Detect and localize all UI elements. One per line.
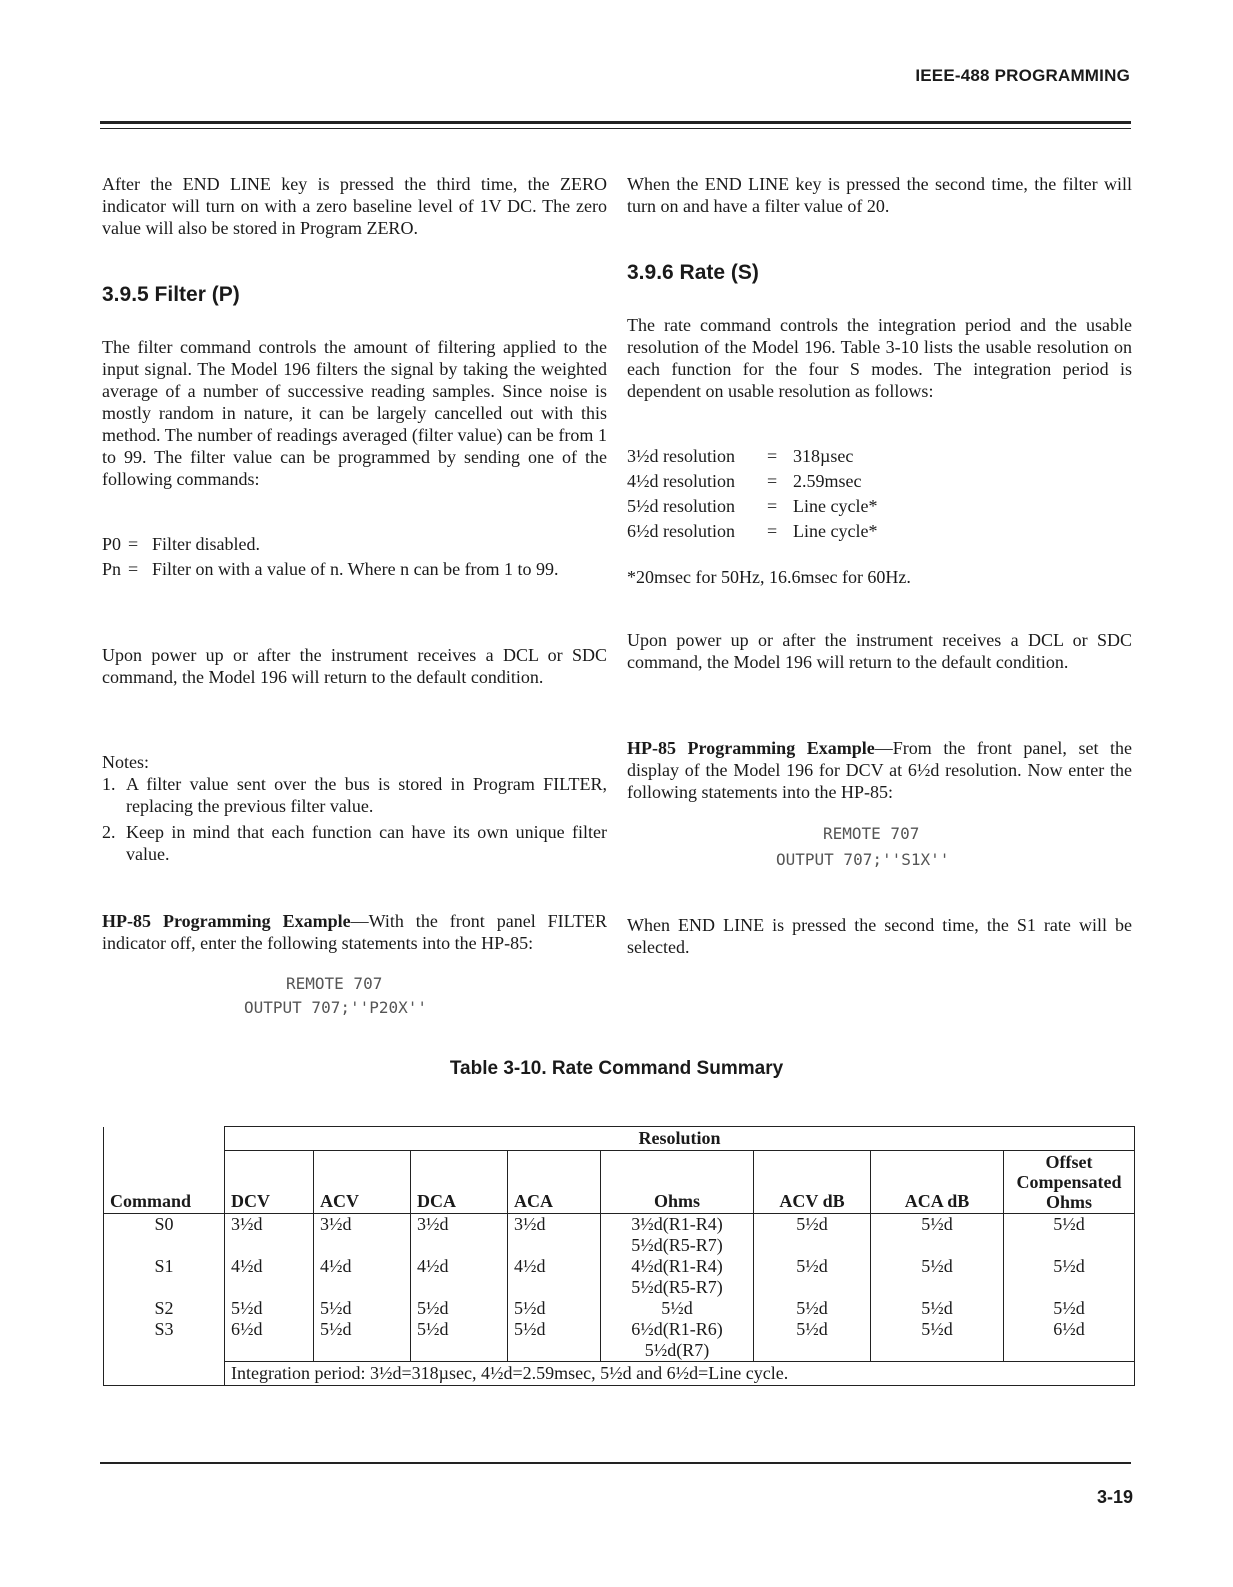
table-cell: 4½d bbox=[411, 1256, 508, 1277]
table-cell: 5½d(R5-R7) bbox=[601, 1277, 754, 1298]
cmd-equals: = bbox=[128, 534, 139, 554]
cmd-code: P0 bbox=[102, 534, 122, 554]
table-cell bbox=[1004, 1277, 1135, 1298]
table-cell bbox=[871, 1235, 1004, 1256]
table-cell: 5½d bbox=[754, 1214, 871, 1236]
table-cell: 4½d bbox=[225, 1256, 314, 1277]
example-text: —With the front panel FILTER indicator off, enter the following statements into the HP-85: bbox=[102, 911, 608, 953]
resolution-row: 5½d resolution = Line cycle* bbox=[627, 496, 878, 516]
table-cell: 3½d(R1-R4) bbox=[601, 1214, 754, 1236]
table-caption: Table 3-10. Rate Command Summary bbox=[449, 1058, 784, 1079]
table-cell bbox=[411, 1277, 508, 1298]
cmd-code: Pn bbox=[102, 559, 122, 579]
table-row bbox=[104, 1277, 1135, 1298]
table-cell bbox=[871, 1277, 1004, 1298]
example-text: —From the front panel, set the display of the Model 196 for DCV at 6½d resolution. Now enter the following statements into the HP-85: bbox=[627, 738, 1133, 802]
note-text: A filter value sent over the bus is stored in Program FILTER, replacing the previous filter value. bbox=[126, 774, 607, 816]
table-body bbox=[104, 1214, 1135, 1362]
rate-powerup-paragraph: Upon power up or after the instrument receives a DCL or SDC command, the Model 196 will return to the default condition. bbox=[627, 630, 1132, 672]
table-footer-spacer bbox=[104, 1362, 225, 1386]
resolution-group-header: Resolution bbox=[225, 1127, 1135, 1151]
resolution-row: 3½d resolution = 318µsec bbox=[627, 446, 854, 466]
table-cell bbox=[314, 1340, 411, 1362]
notes-title: Notes: bbox=[102, 752, 149, 772]
table-cell: 5½d bbox=[754, 1256, 871, 1277]
note-number: 1. bbox=[102, 774, 116, 794]
table-row bbox=[104, 1319, 1135, 1340]
cmd-description: Filter on with a value of n. Where n can be from 1 to 99. bbox=[152, 559, 559, 579]
table-cell: 5½d bbox=[508, 1319, 601, 1340]
table-cell: 6½d(R1-R6) bbox=[601, 1319, 754, 1340]
table-cell: S1 bbox=[104, 1256, 225, 1277]
column-header: ACV bbox=[314, 1151, 411, 1214]
resolution-row: 4½d resolution = 2.59msec bbox=[627, 471, 862, 491]
table-cell: 3½d bbox=[314, 1214, 411, 1236]
note-item bbox=[102, 773, 607, 817]
table-cell bbox=[225, 1235, 314, 1256]
filter-example-paragraph bbox=[102, 910, 607, 954]
column-header: DCV bbox=[225, 1151, 314, 1214]
left-intro-paragraph: After the END LINE key is pressed the third time, the ZERO indicator will turn on with a zero baseline level of 1V DC. The zero value will also be stored in Program ZERO. bbox=[102, 174, 607, 238]
table-cell bbox=[411, 1235, 508, 1256]
column-header-row bbox=[104, 1151, 1135, 1214]
table-cell: 5½d bbox=[871, 1214, 1004, 1236]
rate-after-paragraph: When END LINE is pressed the second time, the S1 rate will be selected. bbox=[627, 915, 1132, 957]
table-cell: 6½d bbox=[225, 1319, 314, 1340]
table-cell: 4½d bbox=[314, 1256, 411, 1277]
note-number: 2. bbox=[102, 822, 116, 842]
table-cell: 5½d(R5-R7) bbox=[601, 1235, 754, 1256]
filter-powerup-paragraph: Upon power up or after the instrument receives a DCL or SDC command, the Model 196 will return to the default condition. bbox=[102, 645, 607, 687]
filter-section-heading: 3.9.5 Filter (P) bbox=[102, 283, 240, 306]
table-cell: 5½d bbox=[314, 1319, 411, 1340]
column-header: ACA dB bbox=[871, 1151, 1004, 1214]
table-cell bbox=[754, 1340, 871, 1362]
resolution-row: 6½d resolution = Line cycle* bbox=[627, 521, 878, 541]
table-cell: 4½d bbox=[508, 1256, 601, 1277]
table-cell bbox=[104, 1277, 225, 1298]
table-cell bbox=[104, 1235, 225, 1256]
table-cell: 5½d bbox=[1004, 1256, 1135, 1277]
rate-section-heading: 3.9.6 Rate (S) bbox=[627, 261, 759, 284]
table-row bbox=[104, 1256, 1135, 1277]
table-cell: 5½d bbox=[871, 1298, 1004, 1319]
integration-period-footer: Integration period: 3½d=318µsec, 4½d=2.59msec, 5½d and 6½d=Line cycle. bbox=[225, 1362, 1135, 1386]
table-cell: 3½d bbox=[411, 1214, 508, 1236]
table-cell bbox=[411, 1340, 508, 1362]
page-header-title: IEEE-488 PROGRAMMING bbox=[915, 66, 1130, 85]
example-lead: HP-85 Programming Example bbox=[627, 738, 875, 758]
table-cell bbox=[314, 1277, 411, 1298]
table-cell bbox=[754, 1235, 871, 1256]
table-cell bbox=[508, 1235, 601, 1256]
filter-code-line-2: OUTPUT 707;''P20X'' bbox=[244, 998, 428, 1017]
table-cell: 3½d bbox=[508, 1214, 601, 1236]
table-cell bbox=[104, 1340, 225, 1362]
table-cell bbox=[871, 1340, 1004, 1362]
table-cell: S0 bbox=[104, 1214, 225, 1236]
rate-code-line-1: REMOTE 707 bbox=[823, 824, 920, 843]
table-cell bbox=[508, 1340, 601, 1362]
note-text: Keep in mind that each function can have its own unique filter value. bbox=[126, 822, 607, 864]
table-cell: 5½d bbox=[601, 1298, 754, 1319]
table-cell: 5½d bbox=[1004, 1298, 1135, 1319]
table-cell: 5½d(R7) bbox=[601, 1340, 754, 1362]
table-cell: 5½d bbox=[754, 1298, 871, 1319]
table-cell: 5½d bbox=[1004, 1214, 1135, 1236]
header-rule-thin bbox=[100, 128, 1131, 129]
table-cell: 5½d bbox=[411, 1298, 508, 1319]
header-rule-thick bbox=[100, 121, 1131, 124]
table-cell: 5½d bbox=[314, 1298, 411, 1319]
table-cell bbox=[508, 1277, 601, 1298]
table-cell: 5½d bbox=[871, 1319, 1004, 1340]
table-cell: 5½d bbox=[411, 1319, 508, 1340]
column-header: ACA bbox=[508, 1151, 601, 1214]
right-intro-paragraph: When the END LINE key is pressed the second time, the filter will turn on and have a filter value of 20. bbox=[627, 174, 1132, 216]
table-cell: 5½d bbox=[508, 1298, 601, 1319]
cmd-description: Filter disabled. bbox=[152, 534, 260, 554]
rate-command-summary-table bbox=[103, 1126, 1135, 1386]
column-header: Ohms bbox=[601, 1151, 754, 1214]
table-row bbox=[104, 1340, 1135, 1362]
table-cell: S2 bbox=[104, 1298, 225, 1319]
table-cell bbox=[1004, 1235, 1135, 1256]
table-cell bbox=[225, 1340, 314, 1362]
table-cell: 5½d bbox=[754, 1319, 871, 1340]
table-corner bbox=[104, 1127, 225, 1151]
filter-description-paragraph: The filter command controls the amount of filtering applied to the input signal. The Model 196 filters the signal by taking the weighted average of a number of successive reading samples. Since noise is mostly random in nature, it can be largely cancelled out with this method. The number of readings averaged (filter value) can be from 1 to 99. The filter value can be programmed by sending one of the following commands: bbox=[102, 337, 607, 489]
note-item bbox=[102, 821, 607, 865]
table-cell: 5½d bbox=[871, 1256, 1004, 1277]
footer-rule bbox=[100, 1462, 1131, 1464]
filter-command-p0 bbox=[102, 533, 607, 555]
rate-code-line-2: OUTPUT 707;''S1X'' bbox=[776, 850, 950, 869]
filter-command-pn bbox=[102, 558, 607, 580]
column-header: ACV dB bbox=[754, 1151, 871, 1214]
rate-description-paragraph: The rate command controls the integration period and the usable resolution of the Model 196. Table 3-10 lists the usable resolution on each function for the four S modes. The integration period is dependent on usable resolution as follows: bbox=[627, 315, 1132, 401]
example-lead: HP-85 Programming Example bbox=[102, 911, 351, 931]
resolution-list bbox=[627, 445, 1132, 545]
column-header: Command bbox=[104, 1151, 225, 1214]
page-number: 3-19 bbox=[1096, 1487, 1133, 1507]
table-cell bbox=[1004, 1340, 1135, 1362]
table-cell: S3 bbox=[104, 1319, 225, 1340]
table-cell bbox=[314, 1235, 411, 1256]
table-cell: 5½d bbox=[225, 1298, 314, 1319]
resolution-footnote: *20msec for 50Hz, 16.6msec for 60Hz. bbox=[627, 567, 911, 587]
table-cell: 3½d bbox=[225, 1214, 314, 1236]
column-header: DCA bbox=[411, 1151, 508, 1214]
table-row bbox=[104, 1214, 1135, 1236]
table-cell bbox=[754, 1277, 871, 1298]
table-row bbox=[104, 1298, 1135, 1319]
table-cell: 6½d bbox=[1004, 1319, 1135, 1340]
cmd-equals: = bbox=[128, 559, 139, 579]
filter-code-line-1: REMOTE 707 bbox=[286, 974, 383, 993]
table-cell: 4½d(R1-R4) bbox=[601, 1256, 754, 1277]
table-row bbox=[104, 1235, 1135, 1256]
rate-example-paragraph bbox=[627, 737, 1132, 803]
column-header: Offset Compensated Ohms bbox=[1004, 1151, 1135, 1214]
table-cell bbox=[225, 1277, 314, 1298]
